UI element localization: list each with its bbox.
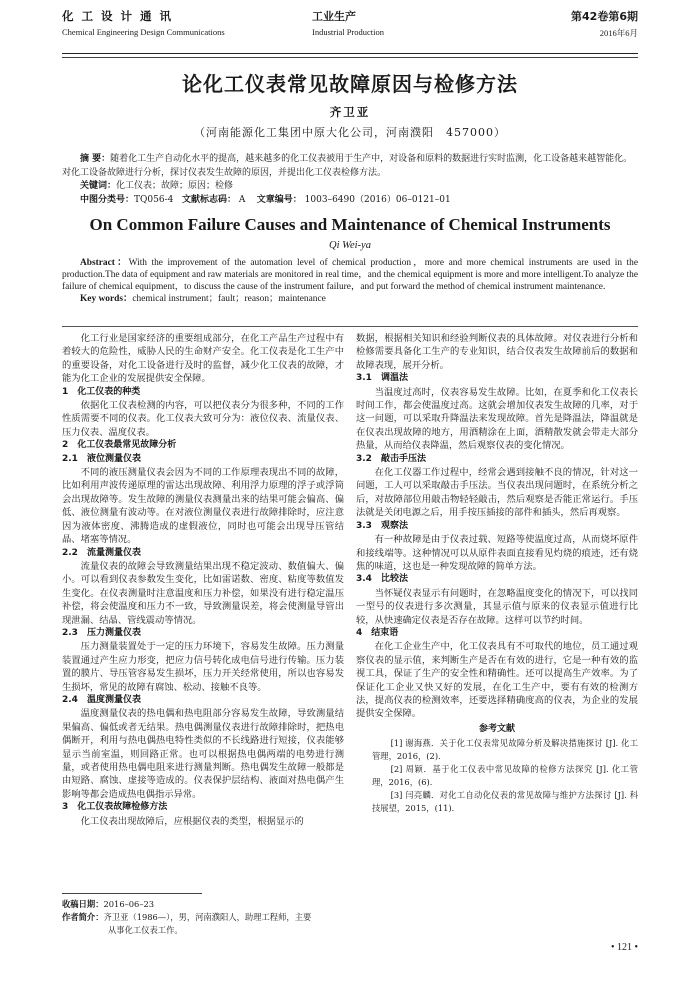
- author-name-cn: 齐卫亚: [329, 105, 371, 119]
- article-id-value: 1003–6490（2016）06–0121–01: [304, 194, 451, 205]
- subsection-3-2-paragraph: 在化工仪器工作过程中，经常会遇到接触不良的情况，针对这一问题，工人可以采取敲击手压法。当仪表出现问题时，在系统分析之后，对故障部位用敲击物轻轻敲击，然后观察是否能正常运行。手压法就是关闭电源之后，用手按压插接的部件和插头，然后再观察。: [356, 467, 638, 519]
- author-bio-text: 齐卫亚（1986—），男，河南濮阳人，助理工程师，主要: [103, 912, 312, 922]
- section-heading-2: 2 化工仪表最常见故障分析: [62, 440, 177, 451]
- author-name-en: Qi Wei-ya: [329, 240, 371, 251]
- article-id-label: 文章编号：: [256, 194, 302, 205]
- subsection-heading-2-4: 2.4 温度测量仪表: [62, 694, 141, 705]
- subsection-3-4-paragraph: 当怀疑仪表显示有问题时，在忽略温度变化的情况下，可以找同一型号的仪表进行多次测量，其显示值与原来的仪表显示值进行比较，从快速确定仪表是否存在故障。这样可以节约时间。: [356, 587, 638, 626]
- journal-name-en: Chemical Engineering Design Communications: [62, 27, 225, 37]
- reference-item: [1] 谢海燕．关于化工仪表常见故障分析及解决措施探讨 [J]. 化工管理，2016，(2)．: [372, 738, 638, 762]
- header-journal: [62, 8, 225, 37]
- subsection-2-1-paragraph: 不同的液压测量仪表会因为不同的工作原理表现出不同的故障，比如利用声波传递原理的雷达出现故障、利用浮力原理的浮子或浮筒会出现故障等。发生故障的测量仪表测量出来的结果可能会偏高、偏低、液位测量有波动等。在对液位测量仪表进行故障排除时，应注意因为液体密度、沸腾造成的虚假液位，同时也可能会出现导压管结晶、堵塞等情况。: [62, 467, 344, 546]
- section-heading-4: 4 结束语: [356, 627, 399, 638]
- keywords-cn: [62, 180, 638, 194]
- page-number: • 121 •: [610, 942, 638, 953]
- subsection-heading-2-2: 2.2 流量测量仪表: [62, 547, 141, 558]
- journal-name-cn: 化工设计通讯: [62, 9, 179, 23]
- intro-paragraph: 化工行业是国家经济的重要组成部分，在化工产品生产过程中有着较大的危险性，威胁人民的生命财产安全。化工仪表是化工生产中的重要设备，对化工设备进行及时的监督，减少化工仪表的故障，才能为化工企业的发展提供安全保障。: [62, 333, 344, 385]
- keywords-en-text: chemical instrument；fault；reason；maintenance: [132, 294, 326, 304]
- body-column-left: [62, 332, 344, 828]
- section-4-paragraph: 在化工企业生产中，化工仪表具有不可取代的地位，员工通过观察仪表的显示值，来判断生产是否在有效的进行，它是一种有效的监视工具，保证了生产的安全性和精确性。还可以提高生产效率。为了保证化工企业又快又好的发展，在化工生产中，要有有效的检测方法，提高仪表的检测效率，还要选择精确度高的仪表，为企业的发展提供安全保障。: [356, 641, 638, 720]
- received-label: 收稿日期：: [62, 899, 104, 909]
- subsection-2-3-paragraph: 压力测量装置处于一定的压力环境下，容易发生故障。压力测量装置通过产生应力形变，把应力信号转化成电信号进行传输。压力装置的膜片、导压管容易发生损坏，压力开关经常使用，所以也容易发生损坏，常见的故障有腐蚀、松动、接触不良等。: [62, 641, 344, 693]
- abstract-en-block: [62, 257, 638, 305]
- subsection-heading-3-2: 3.2 敲击手压法: [356, 453, 426, 464]
- subsection-3-3-paragraph: 有一种故障是由于仪表过载、短路等使温度过高，从而烧坏原件和接线端等。这种情况可以从原件表面直接看见灼烧的痕迹，还有烧焦的味道，这也是一种发现故障的简单方法。: [356, 534, 638, 572]
- section-heading-1: 1 化工仪表的种类: [62, 386, 141, 397]
- doc-code-label: 文献标志码：: [181, 194, 236, 205]
- section-1-paragraph: 依据化工仪表检测的内容，可以把仪表分为很多种，不同的工作性质需要不同的仪表。化工仪表大致可分为：液位仪表、流量仪表、压力仪表、温度仪表。: [62, 400, 344, 438]
- author-bio-cont: 从事化工仪表工作。: [108, 925, 183, 935]
- header-rule-thick: [62, 53, 638, 54]
- subsection-heading-3-1: 3.1 调温法: [356, 373, 408, 384]
- section-heading-3: 3 化工仪表故障检修方法: [62, 802, 168, 813]
- volume-issue: 第42卷第6期: [571, 10, 638, 23]
- body-separator: [62, 326, 638, 327]
- section-name-cn: 工业生产: [312, 10, 356, 23]
- abstract-en-label: Abstract：: [80, 258, 129, 268]
- references-title: 参考文献: [478, 723, 515, 734]
- abstract-en-text: With the improvement of the automation level of chemical production，more and more chemical instruments are used in the production.The data of equipment and raw materials are monitored in real time，and the chemical equipment is more and more intelligent.To analyze the failure of chemical equipment，to discuss the cause of the instrument failure，and put forward the method of chemical instrument maintenance.: [62, 258, 638, 292]
- abstract-cn-text: 随着化工生产自动化水平的提高，越来越多的化工仪表被用于生产中，对设备和原料的数据进行实时监测，化工设备越来越智能化。对化工设备故障进行分析，探讨仪表发生故障的原因，并提出化工仪表检修方法。: [62, 154, 633, 178]
- reference-item: [3] 闫亮麟．对化工自动化仪表的常见故障与维护方法探讨 [J]. 科技展望，2015，(11)．: [372, 790, 638, 814]
- keywords-cn-text: 化工仪表；故障；原因；检修: [116, 181, 234, 191]
- header-section: [312, 8, 384, 37]
- issue-date: 2016年6月: [599, 28, 638, 38]
- header-rule-thin: [62, 57, 638, 58]
- footnote: [62, 898, 362, 937]
- doc-code-value: A: [238, 194, 246, 205]
- section-3-paragraph-start: 化工仪表出现故障后，应根据仪表的类型，根据显示的: [80, 815, 304, 827]
- section-3-paragraph-cont: 数据，根据相关知识和经验判断仪表的具体故障。对仪表进行分析和检修需要具备化工生产的专业知识，结合仪表发生故障前后的数据和故障表现，展开分析。: [356, 333, 638, 371]
- abstract-cn-block: [62, 153, 638, 207]
- abstract-cn-label: 摘 要：: [80, 154, 111, 164]
- classification-line: [62, 194, 638, 208]
- received-date-line: [62, 898, 362, 911]
- footnote-rule: [62, 893, 202, 894]
- received-date: 2016–06–23: [103, 899, 155, 909]
- subsection-3-1-paragraph: 当温度过高时，仪表容易发生故障。比如，在夏季和化工仪表长时间工作，都会使温度过高。这就会增加仪表发生故障的几率，对于这一问题，可以采取升降温法来发现故障。首先是降温法，降温就是在仪表出现故障的地方，用酒精涂在上面，酒精散发就会带走大部分热量，从而给仪表降温，然后观察仪表的变化情况。: [356, 386, 638, 452]
- keywords-en-label: Key words：: [80, 294, 133, 304]
- subsection-heading-3-4: 3.4 比较法: [356, 574, 408, 585]
- subsection-2-4-paragraph: 温度测量仪表的热电偶和热电阻部分容易发生故障，导致测量结果偏高、偏低或者无结果。热电偶测量仪表进行故障排除时，把热电偶断开，利用与热电偶热电特性类似的不长线路进行短接，仪表能够显示当前室温，则回路正常。也可以根据热电偶两端的电势进行测量，或者使用热电偶电阻来进行测量判断。热电偶发生故障一般都是由短路、腐蚀、虚接等造成的。仪表保护层结构、液面对热电偶产生影响等都会造成热电偶指示异常。: [62, 708, 344, 800]
- body-column-right: [356, 332, 638, 815]
- abstract-en: [62, 257, 638, 293]
- abstract-cn: [62, 153, 638, 180]
- article-title-cn: 论化工仪表常见故障原因与检修方法: [182, 72, 518, 96]
- author-bio-line: [62, 911, 362, 924]
- reference-item: [2] 周颖．基于化工仪表中常见故障的检修方法探究 [J]. 化工管理，2016，(6)．: [372, 764, 638, 788]
- subsection-heading-2-1: 2.1 液位测量仪表: [62, 453, 141, 464]
- header-issue: [571, 8, 638, 39]
- article-title-en: On Common Failure Causes and Maintenance of Chemical Instruments: [89, 215, 611, 234]
- clc-value: TQ056-4: [134, 194, 174, 205]
- subsection-heading-2-3: 2.3 压力测量仪表: [62, 627, 141, 638]
- section-name-en: Industrial Production: [312, 27, 385, 37]
- journal-header: [62, 8, 638, 50]
- subsection-2-2-paragraph: 流量仪表的故障会导致测量结果出现不稳定波动、数值偏大、偏小。可以看到仪表参数发生变化，比如雷诺数、密度、粘度等数值发生变化。在仪表测量时注意温度和压力补偿，如果没有进行稳定温压补偿，将会使温度和压力不一致，导致测量误差，将会使测量导管出现泄漏、结晶、管线震动等情况。: [62, 560, 344, 626]
- keywords-cn-label: 关键词：: [80, 181, 117, 191]
- author-bio-label: 作者简介：: [62, 912, 104, 922]
- subsection-heading-3-3: 3.3 观察法: [356, 520, 408, 531]
- affiliation-cn: （河南能源化工集团中原大化公司，河南濮阳 457000）: [194, 126, 506, 139]
- keywords-en: [62, 293, 638, 305]
- clc-label: 中图分类号：: [80, 194, 135, 205]
